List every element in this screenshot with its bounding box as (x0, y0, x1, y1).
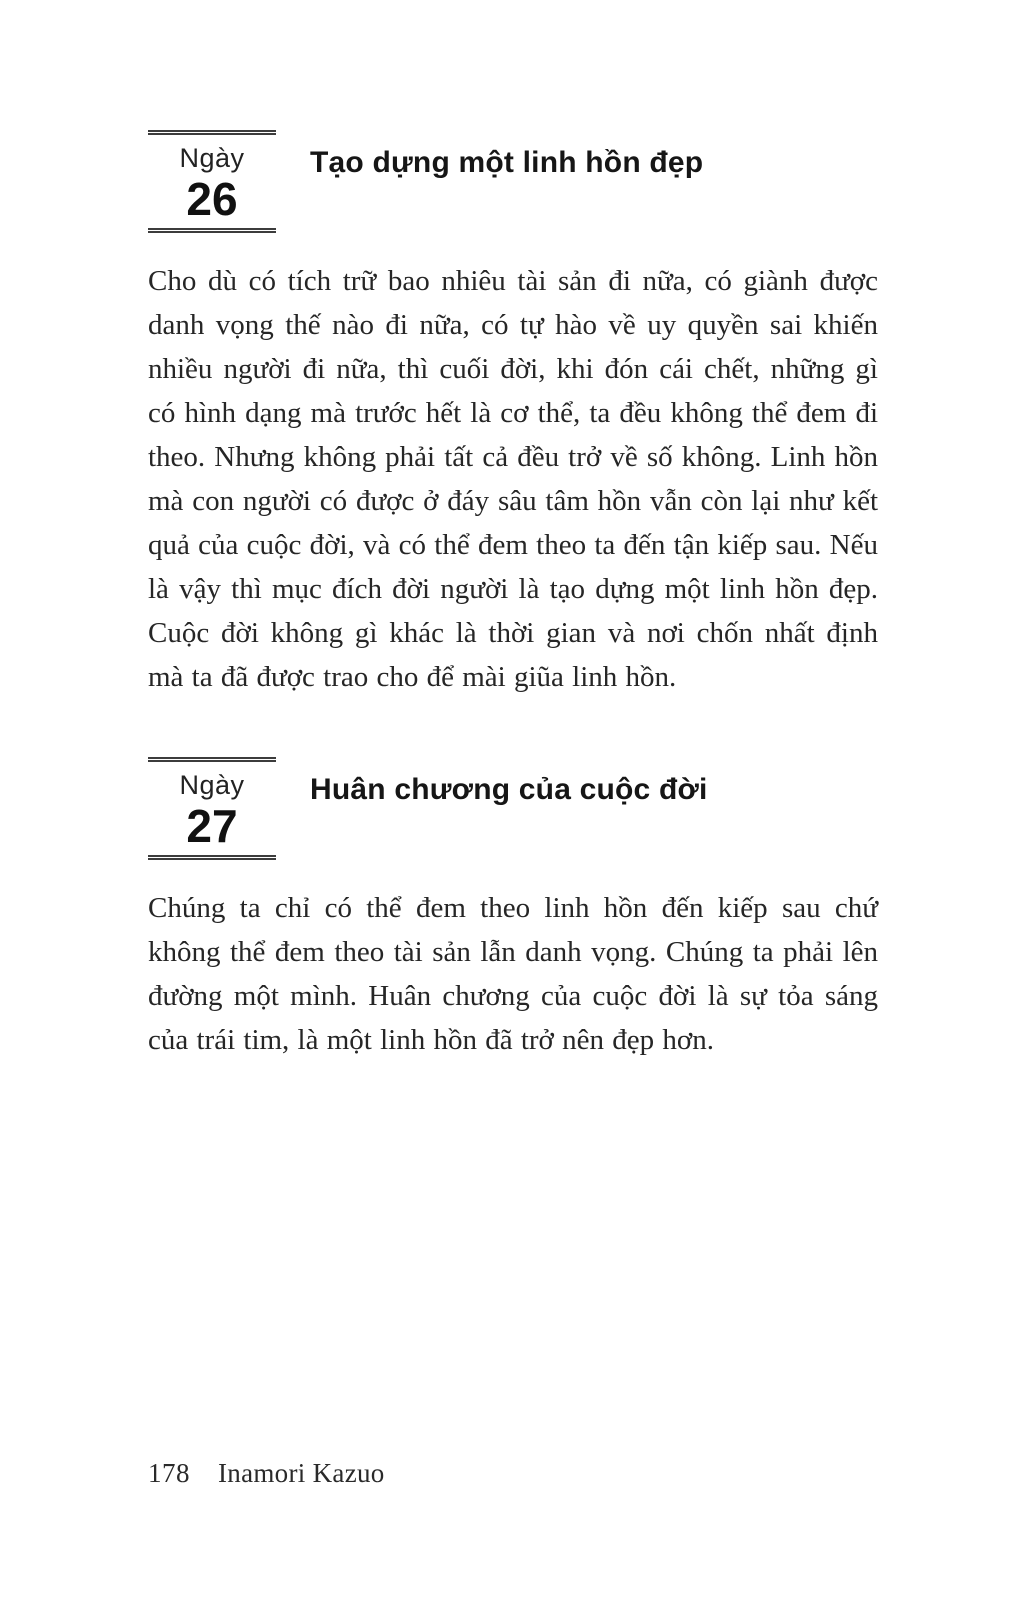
page-footer (148, 1458, 385, 1489)
entry-body: Chúng ta chỉ có thể đem theo linh hồn đến kiếp sau chứ không thể đem theo tài sản lẫn danh vọng. Chúng ta phải lên đường một mình. Huân chương của cuộc đời là sự tỏa sáng của trái tim, là một linh hồn đã trở nên đẹp hơn. (148, 892, 878, 1057)
entry-day-27 (148, 757, 878, 1062)
entry-header (148, 757, 878, 860)
day-label: Ngày (179, 143, 245, 173)
day-badge (148, 757, 276, 860)
entry-title: Huân chương của cuộc đời (310, 773, 708, 807)
day-number: 27 (186, 800, 238, 853)
book-author: Inamori Kazuo (218, 1458, 385, 1488)
entry-body: Cho dù có tích trữ bao nhiêu tài sản đi nữa, có giành được danh vọng thế nào đi nữa, có tự hào về uy quyền sai khiến nhiều người đi nữa, thì cuối đời, khi đón cái chết, những gì có hình dạng mà trước hết là cơ thể, ta đều không thể đem đi theo. Nhưng không phải tất cả đều trở về số không. Linh hồn mà con người có được ở đáy sâu tâm hồn vẫn còn lại như kết quả của cuộc đời, và có thể đem theo ta đến tận kiếp sau. Nếu là vậy thì mục đích đời người là tạo dựng một linh hồn đẹp. Cuộc đời không gì khác là thời gian và nơi chốn nhất định mà ta đã được trao cho để mài giũa linh hồn. (148, 265, 878, 694)
entry-title: Tạo dựng một linh hồn đẹp (310, 146, 704, 179)
page-number: 178 (148, 1458, 190, 1488)
day-badge (148, 130, 276, 233)
entry-day-26 (148, 130, 878, 699)
day-number: 26 (186, 173, 238, 226)
day-label: Ngày (179, 770, 245, 801)
entry-header (148, 130, 878, 233)
